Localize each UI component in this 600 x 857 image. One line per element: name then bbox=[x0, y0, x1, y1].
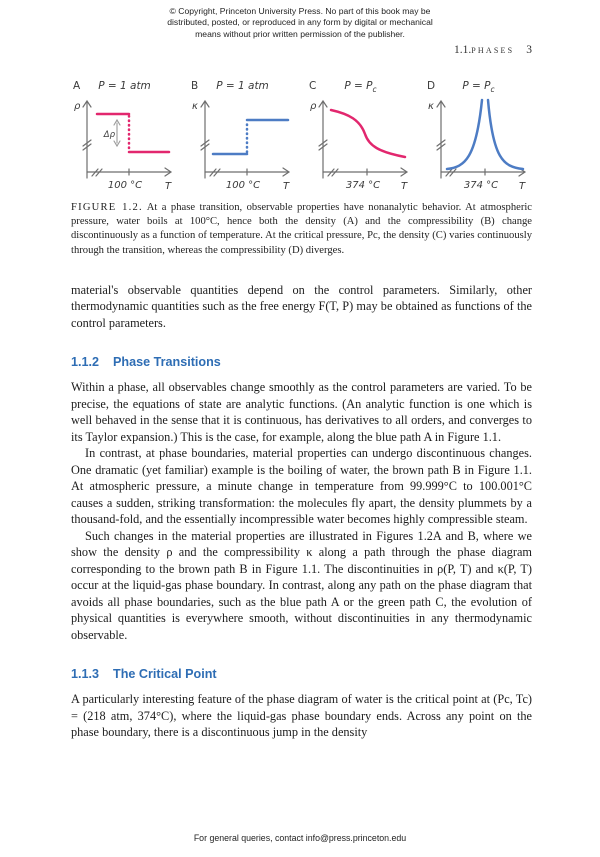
paragraph-intro: material's observable quantities depend on the control parameters. Similarly, other thermodynamic quantities such as the free energy F(T, P) may be obtained as functions of the control parameters. bbox=[71, 282, 532, 330]
divergence-right-branch bbox=[488, 100, 523, 169]
running-head bbox=[454, 44, 532, 56]
copyright-notice bbox=[0, 6, 600, 40]
panel-c-plot bbox=[307, 96, 413, 192]
paragraph-critical-point: A particularly interesting feature of the phase diagram of water is the critical point at (Pc, Tc) = (218 atm, 374°C), where the liquid-gas phase boundary ends. Across any point on the phase boundary, there is a discontinuous jump in the density bbox=[71, 692, 532, 740]
footer-queries: For general queries, contact info@press.princeton.edu bbox=[193, 833, 407, 843]
x-tick-label: 374 °C bbox=[463, 180, 499, 191]
figure-1-2 bbox=[71, 80, 532, 258]
copyright-line: means without prior written permission of the publisher. bbox=[195, 28, 405, 39]
panel-a-title: P = 1 atm bbox=[98, 80, 151, 92]
figure-caption-text: At a phase transition, observable properties have nonanalytic behavior. At atmospheric pressure, water boils at 100°C, hence both the density (A) and the compressibility (B) change discontinuously as a function of temperature. At the critical pressure, Pc, the density (C) varies continuously through the transition, whereas the compressibility (D) diverges. bbox=[71, 202, 532, 256]
text-column bbox=[71, 80, 532, 741]
figure-panel-b bbox=[189, 80, 296, 192]
figure-caption-label: FIGURE 1.2. bbox=[71, 202, 143, 213]
panel-c-label: C bbox=[309, 80, 317, 92]
panel-c-title: $P = P_c$ bbox=[344, 80, 377, 95]
figure-panel-c bbox=[307, 80, 414, 192]
panel-b-plot bbox=[189, 96, 295, 192]
y-axis-label: κ bbox=[192, 101, 198, 112]
divergence-left-branch bbox=[447, 100, 482, 169]
section-title: The Critical Point bbox=[113, 667, 217, 682]
panel-b-label: B bbox=[191, 80, 199, 92]
panel-d-plot bbox=[425, 96, 531, 192]
page-number: 3 bbox=[526, 44, 532, 56]
copyright-line: © Copyright, Princeton University Press. No part of this book may be bbox=[169, 6, 431, 16]
x-axis-label: T bbox=[518, 181, 526, 192]
panel-d-title: $P = P_c$ bbox=[462, 80, 495, 95]
y-axis-label: ρ bbox=[310, 101, 317, 112]
figure-panel-a bbox=[71, 80, 178, 192]
x-tick-label: 100 °C bbox=[225, 180, 261, 191]
section-heading-1-1-3 bbox=[71, 667, 532, 681]
panel-a-label: A bbox=[73, 80, 81, 92]
running-head-section: 1.1. bbox=[454, 44, 472, 56]
figure-panels bbox=[71, 80, 532, 192]
density-continuous-curve bbox=[331, 110, 405, 157]
paragraph-within-phase: Within a phase, all observables change smoothly as the control parameters are varied. To be precise, the equations of state are analytic functions. (An analytic function is one which is well behaved in the sense that it is continuous, has derivatives to all orders, and converges to its Taylor expansion.) This is the case, for example, along the blue path A in Figure 1.1. bbox=[71, 380, 532, 444]
y-axis-label: κ bbox=[428, 101, 434, 112]
section-number: 1.1.3 bbox=[71, 667, 100, 682]
section-title: Phase Transitions bbox=[113, 355, 221, 370]
x-axis-label: T bbox=[400, 181, 408, 192]
section-heading-1-1-2 bbox=[71, 355, 532, 369]
panel-b-title: P = 1 atm bbox=[216, 80, 269, 92]
y-axis-label: ρ bbox=[74, 101, 81, 112]
x-tick-label: 374 °C bbox=[345, 180, 381, 191]
section-number: 1.1.2 bbox=[71, 355, 100, 370]
x-axis-label: T bbox=[282, 181, 290, 192]
figure-panel-d bbox=[425, 80, 532, 192]
x-tick-label: 100 °C bbox=[107, 180, 143, 191]
panel-a-plot bbox=[71, 96, 177, 192]
delta-rho-annotation: Δρ bbox=[103, 130, 115, 140]
running-head-title: phases bbox=[471, 44, 515, 56]
figure-caption bbox=[71, 201, 532, 258]
paragraph-such-changes: Such changes in the material properties are illustrated in Figures 1.2A and B, where we show the density ρ and the compressibility κ along a path through the phase diagram corresponding to the brown path B in Figure 1.1. The discontinuities in ρ(P, T) and κ(P, T) occur at the liquid-gas phase boundary. In contrast, along any path on the phase diagram that avoids all phase boundaries, such as the blue path A or the green path C, the evolution of physical quantities is everywhere smooth, without discontinuities in any thermodynamic observable. bbox=[71, 528, 532, 642]
copyright-line: distributed, posted, or reproduced in any form by digital or mechanical bbox=[167, 17, 433, 28]
panel-d-label: D bbox=[427, 80, 436, 92]
x-axis-label: T bbox=[164, 181, 172, 192]
paragraph-in-contrast: In contrast, at phase boundaries, material properties can undergo discontinuous changes. One dramatic (yet familiar) example is the boiling of water, the brown path B in Figure 1.1. At atmospheric pressure, a minute change in temperature from 99.999°C to 100.001°C causes a sudden, striking transformation: the molecules fly apart, the density plummets by a thousand-fold, and the essentially incompressible water becomes highly compressible steam. bbox=[71, 446, 532, 527]
